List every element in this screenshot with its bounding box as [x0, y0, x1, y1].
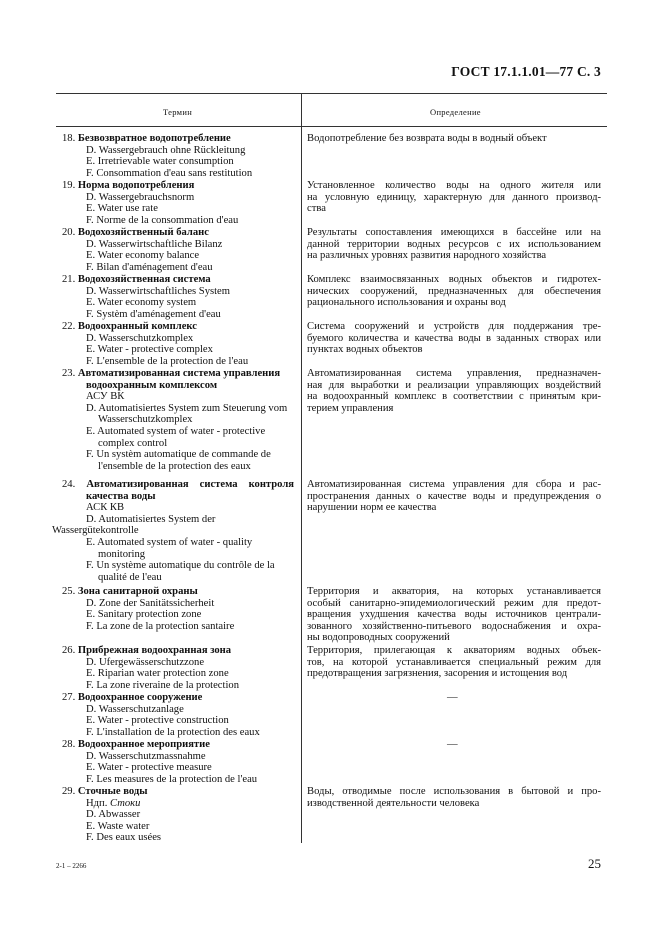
term-de: D. Zone der Sanitätssicherheit: [86, 597, 215, 609]
definition-line: Комплекс взаимосвязанных водных объектов и гидротех-: [307, 274, 601, 285]
term-block: [62, 586, 294, 632]
term-title-cont: качества воды: [86, 490, 156, 502]
table-top-rule: [56, 93, 607, 94]
definition-line: вращения ухудшения качества воды источников централи-: [307, 609, 601, 621]
term-fr: F. Un systèm automatique de commande de: [86, 449, 271, 461]
definition-line: на водоохранный комплекс в соответствии с принятым кри-: [307, 391, 601, 403]
term-title: 24. Автоматизированная система контроля: [62, 479, 294, 490]
definition-line: Территория, прилегающая к акваториям водных объек-: [307, 645, 601, 656]
term-block: [62, 274, 294, 320]
definition-line: на различных уровнях развития народного хозяйства: [307, 250, 547, 262]
definition: [307, 321, 601, 356]
definition-line: Установленное количество воды на одного жителя или: [307, 180, 601, 191]
term-title: 26. Прибрежная водоохранная зона: [62, 645, 232, 656]
term-title: 22. Водоохранный комплекс: [62, 321, 197, 332]
term-de-cont: Wassergütekontrolle: [52, 525, 139, 537]
definition-line: данной территории водных ресурсов с их использованием: [307, 238, 601, 250]
term-en: E. Water - protective construction: [86, 715, 229, 727]
term-fr: F. Bilan d'aménagement d'eau: [86, 261, 213, 273]
term-en: E. Water use rate: [86, 203, 158, 215]
term-de: D. Wasserschutzkomplex: [86, 332, 194, 344]
term-en: E. Riparian water protection zone: [86, 668, 229, 680]
term-block: [62, 692, 294, 738]
table-head-rule: [56, 126, 607, 127]
term-en: E. Waste water: [86, 820, 150, 832]
term-abbreviation: АСУ ВК: [86, 391, 125, 403]
term-fr-cont: qualité de l'eau: [98, 571, 162, 583]
term-en: E. Irretrievable water consumption: [86, 156, 234, 168]
definition-line: буемого количества и качества воды в заданных створах или: [307, 332, 601, 344]
term-de: D. Wassergebrauchsnorm: [86, 191, 195, 203]
page-number: 25: [588, 856, 601, 871]
definition-line: Результаты сопоставления имеющихся в бассейне или на: [307, 227, 601, 238]
term-block: [62, 786, 294, 844]
term-block: [62, 133, 294, 179]
term-block: [52, 479, 294, 583]
term-title-cont: водоохранным комплексом: [86, 379, 218, 391]
definition-line: нических сооружений, предназначенных для обеспечения: [307, 285, 601, 297]
term-block: [62, 739, 294, 785]
definition-line: ны водопроводных сооружений: [307, 632, 450, 644]
term-block: [62, 645, 294, 691]
term-fr: F. Consommation d'eau sans restitution: [86, 167, 253, 179]
definition: [307, 227, 601, 262]
definition: [307, 368, 601, 414]
definition: [307, 133, 601, 145]
definition: [307, 786, 601, 809]
term-en-cont: monitoring: [98, 548, 146, 560]
term-fr: F. L'installation de la protection des eaux: [86, 726, 260, 738]
term-abbreviation: АСК КВ: [86, 502, 125, 514]
term-de: D. Wasserschutzmassnahme: [86, 750, 206, 762]
term-title: 18. Безвозвратное водопотребление: [62, 133, 231, 144]
term-title: 27. Водоохранное сооружение: [62, 692, 203, 703]
term-fr: F. Un système automatique du contrôle de la: [86, 560, 275, 572]
term-title: 19. Норма водопотребления: [62, 180, 195, 191]
column-header-term: Термин: [163, 107, 193, 117]
column-divider: [301, 93, 302, 843]
term-en-cont: complex control: [98, 437, 168, 449]
term-fr: F. L'ensemble de la protection de l'eau: [86, 355, 249, 367]
term-fr: F. Des eaux usées: [86, 832, 162, 844]
definition-line: терием управления: [307, 402, 394, 414]
term-de: D. Ufergewässerschutzzone: [86, 656, 205, 668]
definition-line: изводственной деятельности человека: [307, 797, 480, 809]
definition-line: пространения данных о качестве воды и предупреждения о: [307, 490, 601, 502]
term-fr: F. La zone riveraine de la protection: [86, 679, 239, 691]
definition-line: ная для выработки и реализации управляющих воздействий: [307, 379, 601, 391]
term-en: E. Sanitary protection zone: [86, 609, 202, 621]
definition-line: пунктах водных объектов: [307, 344, 423, 356]
term-title: 25. Зона санитарной охраны: [62, 586, 198, 597]
term-block: [62, 180, 294, 226]
definition-line: предотвращения загрязнения, засорения и истощения вод: [307, 668, 568, 680]
term-fr: F. Les measures de la protection de l'eau: [86, 773, 258, 785]
term-fr: F. Systèm d'aménagement d'eau: [86, 308, 221, 320]
definition: [307, 274, 601, 309]
definition: [307, 180, 601, 215]
term-block: [62, 227, 294, 273]
term-deprecated: Ндп. Стоки: [86, 797, 141, 809]
definition-line: Автоматизированная система управления для сбора и рас-: [307, 479, 601, 490]
term-de: D. Wasserwirtschaftliche Bilanz: [86, 238, 223, 250]
definition: [307, 645, 601, 680]
definition-line: особый санитарно-эпидемиологический режим для предот-: [307, 597, 601, 609]
definition-line: тов, на которой устанавливается специальный режим для: [307, 656, 601, 668]
term-block: [62, 368, 294, 472]
term-title: 28. Водоохранное мероприятие: [62, 739, 210, 750]
term-fr: F. La zone de la protection santaire: [86, 620, 235, 632]
term-title: 21. Водохозяйственная система: [62, 274, 211, 285]
term-de-cont: Wasserschutzkomplex: [98, 414, 193, 426]
definition-line: рационального использования и охраны вод: [307, 297, 506, 309]
term-en: E. Automated system of water - protective: [86, 425, 266, 437]
term-en: E. Water - protective complex: [86, 344, 213, 356]
term-de: D. Automatisiertes System zum Steuerung vom: [86, 402, 288, 414]
definition-line: Территория и акватория, на которых устанавливается: [307, 586, 601, 597]
term-title: 20. Водохозяйственный баланс: [62, 227, 209, 238]
definition-line: зованного хозяйственно-питьевого водоснабжения и охра-: [307, 620, 601, 632]
term-block: [62, 321, 294, 367]
term-de: D. Wasserwirtschaftliches System: [86, 285, 230, 297]
term-en: E. Water economy balance: [86, 250, 200, 262]
term-title: 29. Сточные воды: [62, 786, 148, 797]
term-en: E. Automated system of water - quality: [86, 536, 253, 548]
term-fr: F. Norme de la consommation d'eau: [86, 214, 239, 226]
term-en: E. Water - protective measure: [86, 762, 212, 774]
column-header-definition: Определение: [430, 107, 481, 117]
term-de: D. Automatisiertes System der: [86, 513, 216, 525]
term-title: 23. Автоматизированная система управления: [62, 368, 281, 379]
term-de: D. Wassergebrauch ohne Rückleitung: [86, 144, 246, 156]
page-header: ГОСТ 17.1.1.01—77 С. 3: [451, 64, 601, 79]
definition-line: Воды, отводимые после использования в бытовой и про-: [307, 786, 601, 797]
term-de: D. Wasserschutzanlage: [86, 703, 184, 715]
definition-dash: —: [447, 692, 458, 703]
definition-line: Автоматизированная система управления, предназначен-: [307, 368, 601, 379]
term-de: D. Abwasser: [86, 809, 141, 821]
definition-line: ства: [307, 203, 326, 215]
definition: [307, 479, 601, 514]
definition-line: Система сооружений и устройств для поддержания тре-: [307, 321, 601, 332]
definition: [307, 586, 601, 644]
definition-line: Водопотребление без возврата воды в водный объект: [307, 133, 547, 144]
term-en: E. Water economy system: [86, 297, 197, 309]
term-fr-cont: l'ensemble de la protection des eaux: [98, 460, 251, 472]
definition-dash: —: [447, 739, 458, 750]
definition-line: нарушении норм ее качества: [307, 502, 437, 514]
definition-line: на условную единицу, характерную для данного производ-: [307, 191, 601, 203]
footer-code: 2-1 – 2266: [56, 862, 87, 870]
